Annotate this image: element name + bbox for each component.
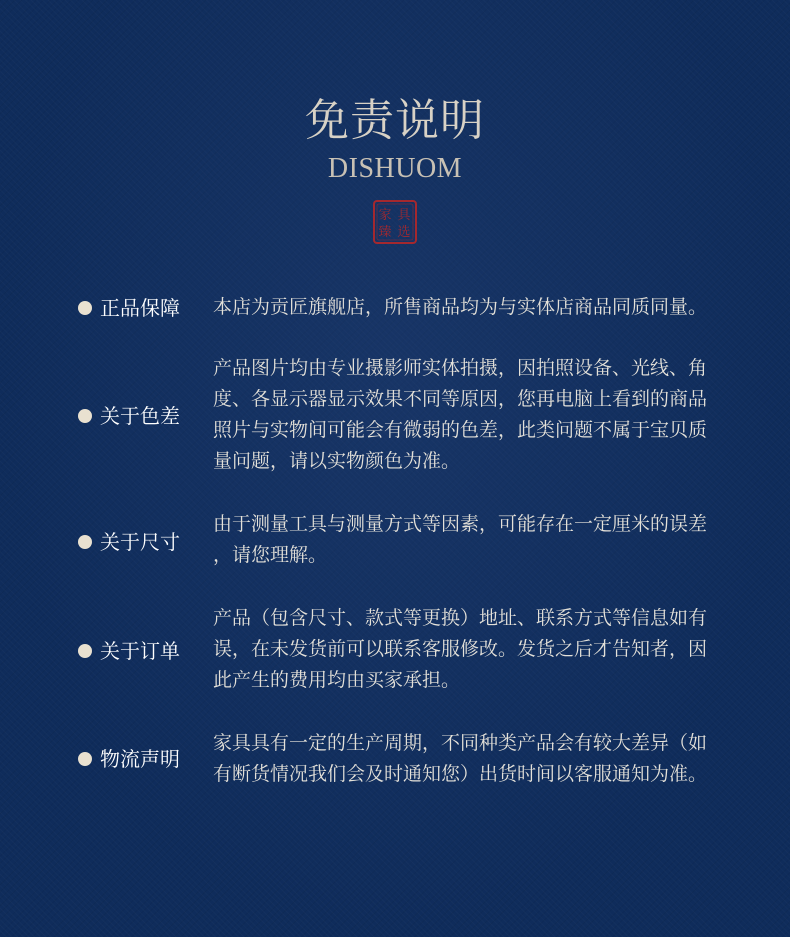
bullet-dot <box>78 535 92 549</box>
bullet-dot <box>78 752 92 766</box>
svg-text:臻: 臻 <box>378 225 392 240</box>
section-body <box>213 728 713 790</box>
section-body <box>213 603 713 696</box>
page-title: 免责说明 <box>305 95 485 146</box>
section-size <box>0 509 790 571</box>
body-line: 本店为贡匠旗舰店，所售商品均为与实体店商品同质同量。 <box>213 296 708 318</box>
body-line: 有断货情况我们会及时通知您）出货时间以客服通知为准。 <box>213 763 708 785</box>
section-heading: 物流声明 <box>100 747 180 771</box>
body-line: 量问题，请以实物颜色为准。 <box>213 450 461 472</box>
svg-text:具: 具 <box>397 208 411 223</box>
section-body <box>213 509 713 571</box>
section-heading: 关于尺寸 <box>100 530 180 554</box>
svg-text:家: 家 <box>378 208 392 223</box>
body-line: 产品图片均由专业摄影师实体拍摄，因拍照设备、光线、角 <box>213 357 708 379</box>
section-body <box>213 353 713 477</box>
section-heading: 正品保障 <box>100 296 180 320</box>
body-line: 度、各显示器显示效果不同等原因，您再电脑上看到的商品 <box>213 388 708 410</box>
brand-subtitle: DISHUOM <box>327 153 463 184</box>
body-line: 家具具有一定的生产周期，不同种类产品会有较大差异（如 <box>213 732 708 754</box>
section-order <box>0 603 790 696</box>
body-line: 误，在未发货前可以联系客服修改。发货之后才告知者，因 <box>213 638 708 660</box>
bullet-dot <box>78 301 92 315</box>
section-heading: 关于色差 <box>100 404 180 428</box>
bullet-dot <box>78 409 92 423</box>
seal-stamp-icon <box>373 200 417 244</box>
section-body <box>213 292 713 323</box>
section-color-difference <box>0 353 790 477</box>
section-logistics <box>0 728 790 790</box>
svg-text:选: 选 <box>397 225 411 240</box>
section-heading: 关于订单 <box>100 639 180 663</box>
body-line: 此产生的费用均由买家承担。 <box>213 669 461 691</box>
body-line: 产品（包含尺寸、款式等更换）地址、联系方式等信息如有 <box>213 607 708 629</box>
body-line: 照片与实物间可能会有微弱的色差，此类问题不属于宝贝质 <box>213 419 708 441</box>
bullet-dot <box>78 644 92 658</box>
body-line: ，请您理解。 <box>213 544 328 566</box>
section-authenticity <box>0 292 790 324</box>
body-line: 由于测量工具与测量方式等因素，可能存在一定厘米的误差 <box>213 513 708 535</box>
